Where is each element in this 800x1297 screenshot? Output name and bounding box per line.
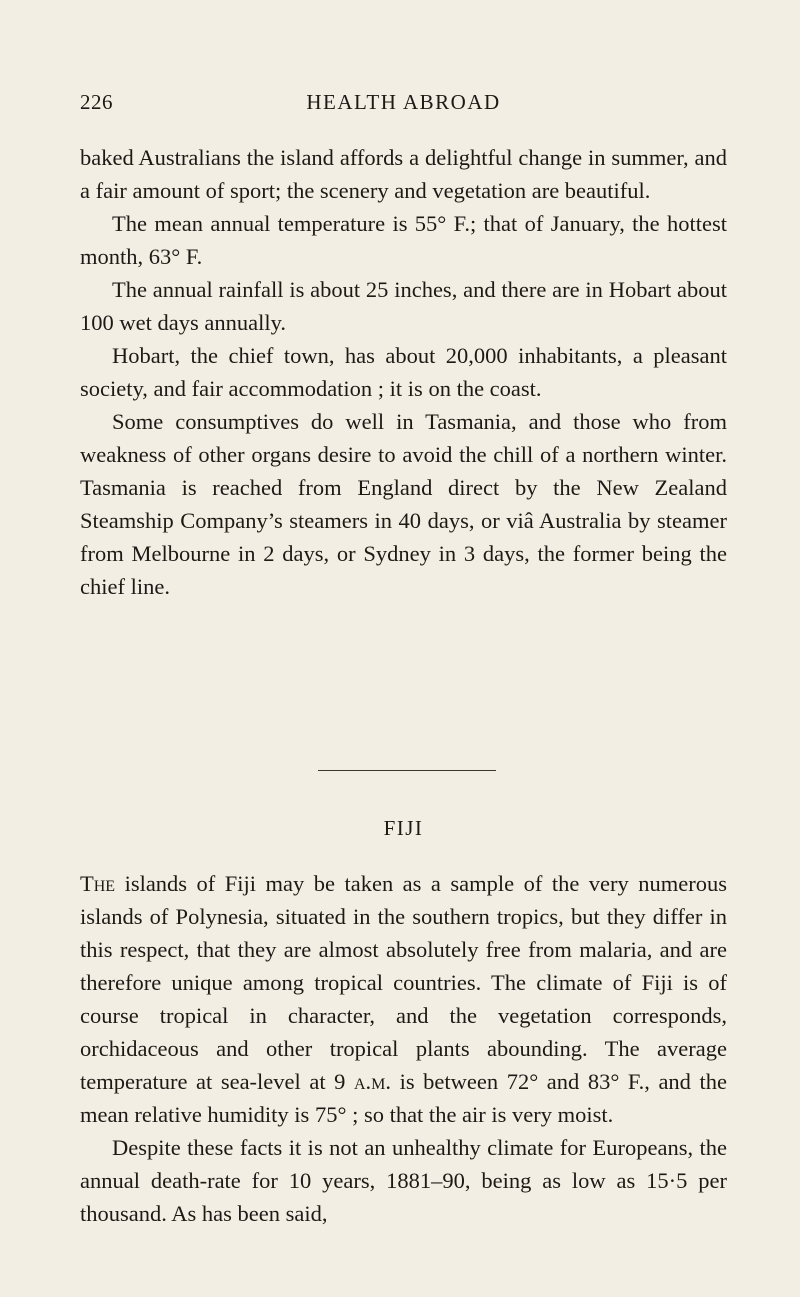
fiji-text-block [80, 867, 727, 1230]
lead-word: The [80, 871, 116, 896]
tasmania-text-block [80, 141, 727, 603]
section-divider [318, 770, 496, 771]
running-title: HEALTH ABROAD [306, 90, 501, 114]
paragraph: The mean annual temperature is 55° F.; that of January, the hottest month, 63° F. [80, 211, 727, 269]
paragraph: Some consumptives do well in Tasmania, and those who from weakness of other organs desire to avoid the chill of a northern winter. Tasmania is reached from England direct by the New Zealand Steamship Company’s steamers in 40 days, or viâ Australia by steamer from Melbourne in 2 days, or Sydney in 3 days, the former being the chief line. [80, 409, 727, 599]
running-head [80, 90, 727, 120]
paragraph [80, 867, 727, 1131]
time-abbreviation: a.m. [353, 1069, 392, 1094]
paragraph-text: is between 72° and 83° F., and the mean relative humidity is 75° ; so that the air is very moist. [80, 1069, 727, 1127]
paragraph: Hobart, the chief town, has about 20,000 inhabitants, a pleasant society, and fair accommodation ; it is on the coast. [80, 343, 727, 401]
paragraph-text: islands of Fiji may be taken as a sample of the very numerous islands of Polynesia, situated in the southern tropics, but they differ in this respect, that they are almost absolutely free from malaria, and are therefore unique among tropical countries. The climate of Fiji is of course tropical in character, and the vegetation corresponds, orchidaceous and other tropical plants abounding. The average temperature at sea-level at 9 [80, 871, 727, 1094]
section-heading: FIJI [383, 816, 424, 840]
paragraph: The annual rainfall is about 25 inches, and there are in Hobart about 100 wet days annually. [80, 277, 727, 335]
paragraph: Despite these facts it is not an unhealthy climate for Europeans, the annual death-rate for 10 years, 1881–90, being as low as 15·5 per thousand. As has been said, [80, 1135, 727, 1226]
paragraph: baked Australians the island affords a delightful change in summer, and a fair amount of sport; the scenery and vegetation are beautiful. [80, 145, 727, 203]
page-number: 226 [80, 90, 113, 114]
